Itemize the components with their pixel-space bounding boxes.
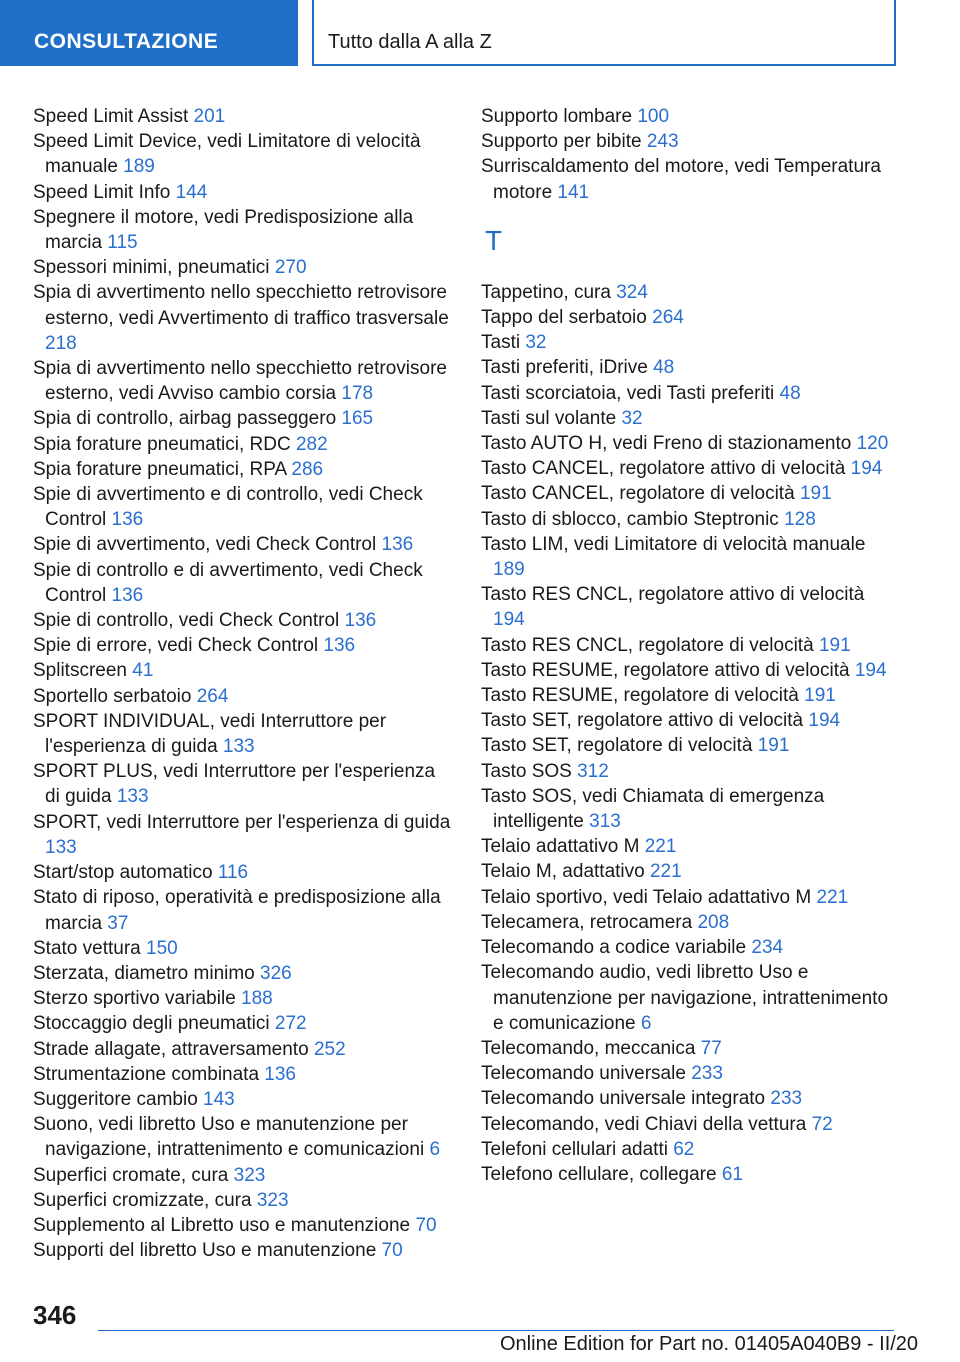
index-entry bbox=[481, 104, 901, 129]
index-entry-text: Tasto di sblocco, cambio Steptronic bbox=[481, 508, 779, 530]
index-entry bbox=[481, 658, 901, 683]
index-entry-page-link[interactable]: 189 bbox=[493, 559, 525, 581]
index-entry-page-link[interactable]: 189 bbox=[123, 156, 155, 178]
index-entry-page-link[interactable]: 100 bbox=[637, 106, 670, 127]
index-entry bbox=[481, 960, 901, 1036]
index-entry bbox=[33, 1163, 453, 1188]
index-entry-page-link[interactable]: 252 bbox=[313, 1038, 346, 1060]
index-entry bbox=[33, 1062, 453, 1087]
index-entry bbox=[33, 457, 453, 482]
index-entry-text: Telefoni cellulari adatti bbox=[481, 1138, 668, 1160]
index-entry-text: Supporto lombare bbox=[481, 106, 633, 127]
index-column-left bbox=[33, 104, 453, 1263]
index-entry-page-link[interactable]: 272 bbox=[274, 1013, 307, 1035]
index-entry-page-link[interactable]: 201 bbox=[193, 106, 226, 127]
index-entry-page-link[interactable]: 120 bbox=[856, 433, 889, 455]
index-entry-text: Telaio sportivo, vedi Telaio adattativo M bbox=[481, 886, 812, 908]
index-entry-page-link[interactable]: 233 bbox=[691, 1063, 723, 1085]
index-entry-page-link[interactable]: 313 bbox=[589, 811, 621, 833]
index-entry-page-link[interactable]: 312 bbox=[577, 760, 609, 782]
index-entry-page-link[interactable]: 221 bbox=[816, 886, 849, 908]
index-group-s-continued bbox=[481, 104, 901, 205]
page-number: 346 bbox=[33, 1300, 77, 1330]
index-entry bbox=[481, 481, 901, 506]
index-entry-page-link[interactable]: 191 bbox=[804, 685, 836, 707]
index-entry-text: Spie di avvertimento, vedi Check Control bbox=[33, 534, 377, 556]
index-entry-page-link[interactable]: 32 bbox=[621, 407, 643, 429]
index-entry bbox=[33, 482, 453, 532]
index-entry bbox=[481, 507, 901, 532]
index-entry bbox=[33, 356, 453, 406]
index-entry-page-link[interactable]: 136 bbox=[111, 584, 144, 606]
index-entry bbox=[481, 733, 901, 758]
index-entry bbox=[33, 1087, 453, 1112]
index-entry-text: Speed Limit Info bbox=[33, 181, 171, 203]
index-entry bbox=[33, 759, 453, 809]
index-entry-text: Tasto SOS, vedi Chiamata di emergenza intelligente bbox=[481, 785, 825, 833]
index-entry bbox=[481, 456, 901, 481]
index-entry bbox=[481, 683, 901, 708]
index-entry-text: Stoccaggio degli pneumatici bbox=[33, 1013, 270, 1035]
index-entry bbox=[33, 608, 453, 633]
index-entry-page-link[interactable]: 136 bbox=[111, 509, 144, 531]
index-entry bbox=[33, 180, 453, 205]
footer-edition: Online Edition for Part no. 01405A040B9 - II/20 bbox=[500, 1333, 919, 1355]
index-entry-page-link[interactable]: 191 bbox=[799, 483, 832, 505]
index-entry-text: Tasto RES CNCL, regolatore attivo di velocità bbox=[481, 584, 865, 606]
section-tab: CONSULTAZIONE bbox=[0, 0, 298, 66]
index-entry-text: Tasti scorciatoia, vedi Tasti preferiti bbox=[481, 382, 775, 404]
index-entry-text: Telecamera, retrocamera bbox=[481, 911, 693, 933]
index-entry-page-link[interactable]: 144 bbox=[175, 181, 208, 203]
index-entry-text: Spie di controllo e di avvertimento, vedi Check Control bbox=[33, 559, 423, 606]
index-entry-page-link[interactable]: 194 bbox=[493, 609, 525, 631]
index-entry bbox=[481, 1061, 901, 1086]
index-entry-text: Stato vettura bbox=[33, 937, 141, 959]
index-entry-text: Supporto per bibite bbox=[481, 131, 642, 153]
index-entry-text: Speed Limit Assist bbox=[33, 106, 189, 127]
index-entry-page-link[interactable]: 41 bbox=[132, 660, 154, 682]
chapter-title: Tutto dalla A alla Z bbox=[312, 0, 896, 66]
index-entry-page-link[interactable]: 165 bbox=[341, 408, 374, 430]
index-entry-text: Suono, vedi libretto Uso e manutenzione per navigazione, intrattenimento e comunicazioni bbox=[33, 1114, 425, 1161]
index-entry-page-link[interactable]: 150 bbox=[146, 937, 178, 959]
index-entry bbox=[481, 1086, 901, 1111]
index-entry-text: Telecomando, meccanica bbox=[481, 1037, 696, 1059]
index-entry-page-link[interactable]: 72 bbox=[811, 1113, 833, 1135]
index-entry bbox=[33, 684, 453, 709]
index-entry bbox=[33, 885, 453, 935]
index-entry-text: Tasto RES CNCL, regolatore di velocità bbox=[481, 634, 814, 656]
letter-heading-t: T bbox=[485, 224, 503, 256]
index-entry bbox=[481, 834, 901, 859]
index-entry-page-link[interactable]: 324 bbox=[616, 281, 648, 303]
index-entry-page-link[interactable]: 194 bbox=[808, 710, 841, 732]
index-entry-text: Tasti bbox=[481, 332, 521, 354]
index-entry-text: Spie di avvertimento e di controllo, vedi Check Control bbox=[33, 484, 423, 531]
index-entry-text: Suggeritore cambio bbox=[33, 1088, 198, 1110]
index-entry bbox=[481, 784, 901, 834]
index-entry bbox=[481, 910, 901, 935]
index-entry-text: Supporti del libretto Uso e manutenzione bbox=[33, 1240, 377, 1262]
index-entry-page-link[interactable]: 282 bbox=[295, 433, 328, 455]
index-entry bbox=[481, 305, 901, 330]
index-entry-page-link[interactable]: 48 bbox=[653, 357, 675, 379]
index-entry-page-link[interactable]: 143 bbox=[203, 1088, 235, 1110]
index-entry-page-link[interactable]: 133 bbox=[116, 786, 149, 808]
index-entry bbox=[481, 1036, 901, 1061]
index-entry bbox=[481, 885, 901, 910]
index-entry bbox=[33, 255, 453, 280]
index-entry bbox=[33, 1112, 453, 1162]
index-entry bbox=[33, 1238, 453, 1263]
index-entry bbox=[33, 406, 453, 431]
index-entry bbox=[481, 633, 901, 658]
index-entry-text: Telecomando, vedi Chiavi della vettura bbox=[481, 1113, 807, 1135]
index-entry-text: Supplemento al Libretto uso e manutenzione bbox=[33, 1214, 411, 1236]
index-entry-text: Spia forature pneumatici, RPA bbox=[33, 458, 287, 480]
index-entry bbox=[481, 1112, 901, 1137]
index-entry-page-link[interactable]: 286 bbox=[291, 458, 324, 480]
index-entry bbox=[481, 582, 901, 632]
index-entry-text: Telecomando a codice variabile bbox=[481, 937, 747, 959]
index-entry-text: Spie di errore, vedi Check Control bbox=[33, 635, 319, 657]
index-entry bbox=[481, 1137, 901, 1162]
index-entry bbox=[481, 129, 901, 154]
index-entry-page-link[interactable]: 233 bbox=[770, 1088, 803, 1110]
index-entry bbox=[481, 1162, 901, 1187]
index-entry bbox=[33, 129, 453, 179]
index-entry-page-link[interactable]: 218 bbox=[45, 332, 77, 354]
index-entry-page-link[interactable]: 61 bbox=[721, 1163, 743, 1185]
index-entry-text: Spie di controllo, vedi Check Control bbox=[33, 610, 340, 632]
index-entry-text: Spegnere il motore, vedi Predisposizione alla marcia bbox=[33, 206, 414, 254]
index-entry-text: Strumentazione combinata bbox=[33, 1063, 260, 1085]
index-entry-text: SPORT PLUS, vedi Interruttore per l'esperienza di guida bbox=[33, 761, 436, 808]
index-entry-page-link[interactable]: 188 bbox=[241, 988, 273, 1010]
index-entry-text: Sterzata, diametro minimo bbox=[33, 962, 255, 984]
index-entry bbox=[33, 936, 453, 961]
index-entry-text: Telaio M, adattativo bbox=[481, 861, 645, 883]
index-entry-page-link[interactable]: 6 bbox=[429, 1139, 441, 1161]
index-entry bbox=[33, 1213, 453, 1238]
index-entry-text: SPORT INDIVIDUAL, vedi Interruttore per l'esperienza di guida bbox=[33, 710, 387, 758]
index-entry-page-link[interactable]: 264 bbox=[652, 307, 684, 329]
index-entry-text: Splitscreen bbox=[33, 660, 127, 682]
index-entry bbox=[33, 558, 453, 608]
index-entry-text: Tasto CANCEL, regolatore attivo di velocità bbox=[481, 458, 846, 480]
index-entry-text: Superfici cromizzate, cura bbox=[33, 1189, 252, 1211]
index-entry-page-link[interactable]: 133 bbox=[45, 836, 77, 858]
index-entry-text: Tasto SOS bbox=[481, 760, 572, 782]
index-entry bbox=[481, 708, 901, 733]
index-entry-page-link[interactable]: 48 bbox=[779, 382, 801, 404]
index-entry bbox=[33, 810, 453, 860]
index-entry-page-link[interactable]: 243 bbox=[646, 131, 679, 153]
index-entry-page-link[interactable]: 136 bbox=[264, 1063, 296, 1085]
index-entry bbox=[481, 759, 901, 784]
index-entry-page-link[interactable]: 136 bbox=[381, 534, 414, 556]
index-entry bbox=[33, 1011, 453, 1036]
index-entry-text: SPORT, vedi Interruttore per l'esperienza di guida bbox=[33, 811, 451, 833]
index-entry-text: Spia di avvertimento nello specchietto retrovisore esterno, vedi Avviso cambio corsia bbox=[33, 358, 447, 405]
index-entry-page-link[interactable]: 115 bbox=[107, 232, 138, 254]
footer-divider bbox=[98, 1330, 894, 1331]
index-entry-page-link[interactable]: 62 bbox=[673, 1138, 695, 1160]
index-entry-page-link[interactable]: 208 bbox=[697, 911, 730, 933]
index-entry-text: Telecomando audio, vedi libretto Uso e manutenzione per navigazione, intrattenimento e comunicazione bbox=[481, 962, 889, 1034]
index-entry-text: Spessori minimi, pneumatici bbox=[33, 257, 270, 279]
index-entry-page-link[interactable]: 221 bbox=[649, 861, 682, 883]
index-entry-page-link[interactable]: 77 bbox=[700, 1037, 722, 1059]
index-entry bbox=[33, 1037, 453, 1062]
index-group-t bbox=[481, 280, 901, 1187]
index-entry-text: Tasti preferiti, iDrive bbox=[481, 357, 648, 379]
index-entry-page-link[interactable]: 136 bbox=[344, 610, 377, 632]
index-entry bbox=[481, 431, 901, 456]
index-entry-page-link[interactable]: 323 bbox=[256, 1189, 289, 1211]
index-entry-text: Telaio adattativo M bbox=[481, 836, 640, 858]
index-entry bbox=[33, 658, 453, 683]
index-entry-page-link[interactable]: 221 bbox=[644, 836, 677, 858]
index-entry bbox=[481, 154, 901, 204]
index-entry-page-link[interactable]: 178 bbox=[341, 383, 374, 405]
index-entry-text: Tappetino, cura bbox=[481, 281, 611, 303]
index-entry-text: Surriscaldamento del motore, vedi Temperatura motore bbox=[481, 156, 881, 203]
index-column-right bbox=[481, 104, 901, 1187]
index-entry-text: Spia di avvertimento nello specchietto retrovisore esterno, vedi Avvertimento di traffico trasversale bbox=[33, 282, 449, 329]
index-entry-text: Tasto SET, regolatore attivo di velocità bbox=[481, 710, 804, 732]
index-entry-page-link[interactable]: 326 bbox=[260, 962, 292, 984]
index-entry-page-link[interactable]: 70 bbox=[381, 1240, 403, 1262]
index-entry-text: Superfici cromate, cura bbox=[33, 1164, 229, 1186]
index-entry-text: Tasto LIM, vedi Limitatore di velocità manuale bbox=[481, 533, 866, 555]
index-entry bbox=[481, 406, 901, 431]
index-entry bbox=[481, 381, 901, 406]
index-entry-page-link[interactable]: 264 bbox=[196, 685, 229, 707]
index-entry-page-link[interactable]: 191 bbox=[757, 735, 790, 757]
index-entry-text: Tasto RESUME, regolatore di velocità bbox=[481, 685, 799, 707]
index-entry-page-link[interactable]: 6 bbox=[640, 1012, 652, 1034]
index-entry-text: Sportello serbatoio bbox=[33, 685, 192, 707]
index-entry-text: Tasto SET, regolatore di velocità bbox=[481, 735, 753, 757]
index-entry-text: Strade allagate, attraversamento bbox=[33, 1038, 309, 1060]
index-entry bbox=[33, 532, 453, 557]
index-entry-text: Telecomando universale integrato bbox=[481, 1088, 766, 1110]
index-entry-page-link[interactable]: 323 bbox=[233, 1164, 266, 1186]
index-entry-page-link[interactable]: 133 bbox=[222, 736, 255, 758]
index-entry bbox=[33, 280, 453, 356]
index-entry bbox=[33, 709, 453, 759]
index-entry-text: Speed Limit Device, vedi Limitatore di velocità manuale bbox=[33, 131, 421, 178]
index-entry bbox=[33, 1188, 453, 1213]
index-entry bbox=[33, 986, 453, 1011]
index-entry-text: Tasti sul volante bbox=[481, 407, 617, 429]
index-entry-text: Tasto CANCEL, regolatore di velocità bbox=[481, 483, 795, 505]
index-entry bbox=[481, 355, 901, 380]
index-entry-text: Tasto AUTO H, vedi Freno di stazionamento bbox=[481, 433, 852, 455]
index-entry-page-link[interactable]: 37 bbox=[107, 912, 129, 934]
index-entry bbox=[481, 280, 901, 305]
index-entry-page-link[interactable]: 70 bbox=[415, 1214, 437, 1236]
index-entry bbox=[481, 330, 901, 355]
index-entry-page-link[interactable]: 128 bbox=[784, 508, 816, 530]
index-entry-text: Tasto RESUME, regolatore attivo di velocità bbox=[481, 659, 850, 681]
index-entry-page-link[interactable]: 116 bbox=[217, 862, 249, 884]
index-entry bbox=[33, 860, 453, 885]
index-entry-page-link[interactable]: 191 bbox=[818, 634, 851, 656]
index-entry bbox=[33, 205, 453, 255]
index-entry-page-link[interactable]: 270 bbox=[274, 257, 307, 279]
page-header bbox=[0, 0, 960, 66]
index-entry-text: Spia forature pneumatici, RDC bbox=[33, 433, 291, 455]
index-entry bbox=[481, 935, 901, 960]
index-entry-text: Spia di controllo, airbag passeggero bbox=[33, 408, 337, 430]
index-entry-text: Telecomando universale bbox=[481, 1063, 686, 1085]
index-entry-page-link[interactable]: 234 bbox=[751, 937, 784, 959]
index-entry-text: Stato di riposo, operatività e predisposizione alla marcia bbox=[33, 887, 441, 934]
index-entry bbox=[33, 961, 453, 986]
index-entry bbox=[481, 532, 901, 582]
index-entry-page-link[interactable]: 136 bbox=[323, 635, 356, 657]
index-entry bbox=[33, 633, 453, 658]
index-entry bbox=[33, 104, 453, 129]
index-entry-text: Telefono cellulare, collegare bbox=[481, 1163, 717, 1185]
index-entry-text: Tappo del serbatoio bbox=[481, 307, 647, 329]
index-entry-page-link[interactable]: 194 bbox=[854, 659, 887, 681]
index-entry bbox=[33, 432, 453, 457]
index-entry-page-link[interactable]: 141 bbox=[557, 181, 590, 203]
index-entry bbox=[481, 859, 901, 884]
index-entry-page-link[interactable]: 32 bbox=[525, 332, 547, 354]
index-entry-text: Start/stop automatico bbox=[33, 862, 213, 884]
index-entry-page-link[interactable]: 194 bbox=[850, 458, 883, 480]
index-entry-text: Sterzo sportivo variabile bbox=[33, 988, 236, 1010]
